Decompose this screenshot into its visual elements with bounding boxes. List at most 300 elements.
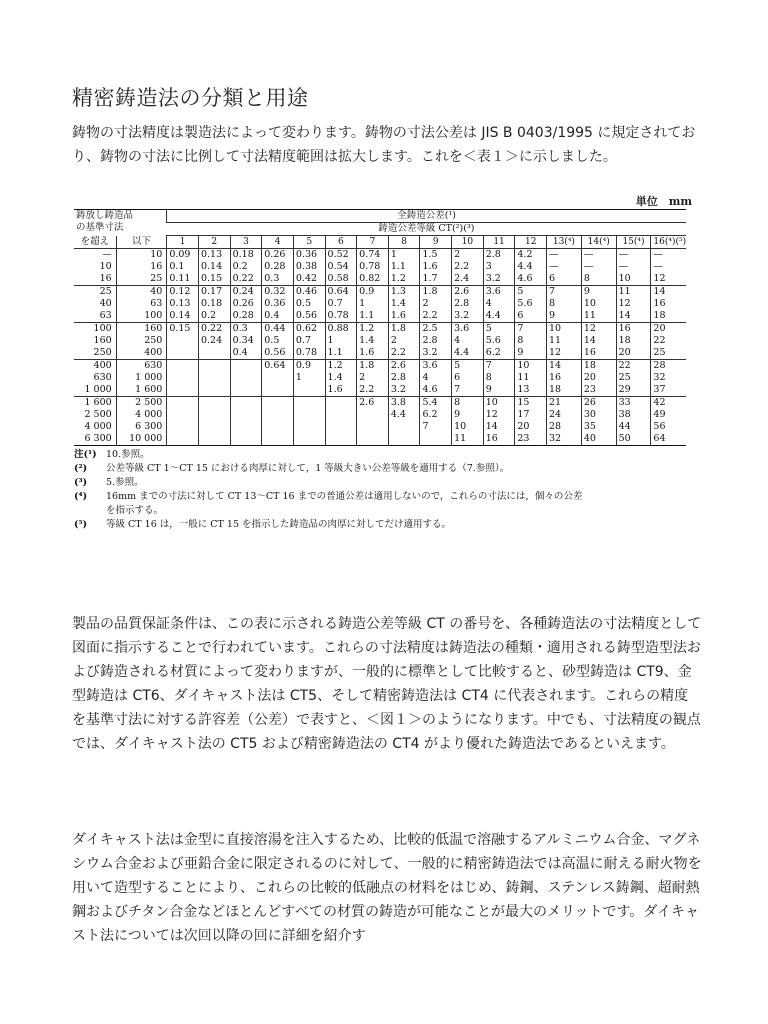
tolerance-cell: 2 (388, 335, 420, 347)
tolerance-cell (198, 372, 230, 384)
size-under-cell: 40 (116, 286, 167, 299)
tolerance-cell: 3.2 (483, 273, 515, 286)
tolerance-cell: 3.6 (420, 360, 452, 373)
note-mark: (⁵) (74, 519, 88, 530)
size-under-cell: 160 (116, 323, 167, 336)
tolerance-cell: 0.11 (167, 273, 199, 286)
tolerance-cell: 4 (452, 335, 484, 347)
tolerance-cell (167, 372, 199, 384)
tolerance-cell: 0.78 (325, 310, 357, 323)
tolerance-cell: 2 (452, 249, 484, 262)
tolerance-cell: 14 (547, 360, 582, 373)
size-over-cell: 25 (74, 286, 116, 299)
tolerance-cell: 2.2 (357, 384, 389, 397)
tolerance-cell: — (616, 261, 651, 273)
tolerance-cell: 22 (651, 335, 686, 347)
tolerance-cell: 0.28 (262, 261, 294, 273)
tolerance-cell: 12 (581, 323, 616, 336)
tolerance-cell: — (547, 261, 582, 273)
tolerance-cell: 9 (547, 310, 582, 323)
tolerance-cell: 9 (515, 347, 547, 360)
tolerance-cell (198, 421, 230, 433)
tolerance-cell: 20 (581, 372, 616, 384)
tolerance-cell: 1.2 (357, 323, 389, 336)
tolerance-cell (388, 421, 420, 433)
tolerance-cell: 0.42 (293, 273, 325, 286)
tolerance-cell: 1.1 (388, 261, 420, 273)
tolerance-cell (262, 384, 294, 397)
tolerance-cell: 11 (515, 372, 547, 384)
table-row (74, 372, 686, 384)
table-row (74, 347, 686, 360)
tolerance-cell: 0.26 (230, 298, 262, 310)
tolerance-cell: 26 (581, 397, 616, 410)
tolerance-cell: 1.6 (325, 384, 357, 397)
tolerance-cell: 0.34 (230, 335, 262, 347)
tolerance-cell: 0.09 (167, 249, 199, 262)
tolerance-cell: 1.6 (357, 347, 389, 360)
tolerance-cell: 0.14 (198, 261, 230, 273)
size-over-cell: 630 (93, 372, 112, 383)
header-grade-2: 2 (198, 236, 230, 249)
diecast-paragraph: ダイキャスト法は金型に直接溶湯を注入するため、比較的低温で溶融するアルミニウム合金、マグネシウム合金および亜鉛合金に限定されるのに対して、一般的に精密鋳造法では高温に耐える耐火物を用いて造型することにより、これらの比較的低融点の材料をはじめ、鋳鋼、ステンレス鋳鋼、超耐熱鋼およびチタン合金などほとんどすべての材質の鋳造が可能なことが最大のメリットです。ダイキャスト法については次回以降の回に詳細を紹介す (72, 832, 702, 944)
tolerance-cell: 0.9 (293, 360, 325, 373)
tolerance-cell: 0.18 (198, 298, 230, 310)
tolerance-cell (198, 433, 230, 446)
tolerance-cell: 15 (515, 397, 547, 410)
tolerance-cell: 10 (547, 323, 582, 336)
tolerance-cell (325, 409, 357, 421)
tolerance-cell: 0.18 (230, 249, 262, 262)
header-grade-8: 8 (388, 236, 420, 249)
note-text: 10.参照。 (106, 449, 150, 460)
tolerance-cell: 10 (452, 421, 484, 433)
tolerance-cell: 0.78 (293, 347, 325, 360)
tolerance-cell: 11 (547, 335, 582, 347)
tolerance-cell: 1 (293, 372, 325, 384)
tolerance-cell: 2 (420, 298, 452, 310)
tolerance-cell: 8 (547, 298, 582, 310)
note-text: 等級 CT 16 は，一般に CT 15 を指示した鋳造品の肉厚に対してだけ適用する。 (106, 519, 452, 530)
tolerance-cell: 4.4 (515, 261, 547, 273)
tolerance-cell: 0.15 (198, 273, 230, 286)
tolerance-cell: 29 (616, 384, 651, 397)
tolerance-cell: 14 (616, 310, 651, 323)
tolerance-cell: 14 (581, 335, 616, 347)
tolerance-cell: 18 (547, 384, 582, 397)
table-row (74, 335, 686, 347)
tolerance-cell: 0.22 (230, 273, 262, 286)
tolerance-cell: 18 (581, 360, 616, 373)
tolerance-cell (293, 384, 325, 397)
tolerance-cell: 49 (651, 409, 686, 421)
tolerance-cell (325, 433, 357, 446)
tolerance-cell: 16 (651, 298, 686, 310)
tolerance-cell: — (581, 249, 616, 262)
header-all-tolerance: 全鋳造公差(¹) (167, 210, 686, 223)
tolerance-cell (262, 409, 294, 421)
tolerance-cell: 2.4 (452, 273, 484, 286)
tolerance-cell: 20 (515, 421, 547, 433)
tolerance-cell (167, 409, 199, 421)
tolerance-cell: — (616, 249, 651, 262)
tolerance-cell: 10 (581, 298, 616, 310)
tolerance-cell: 2.2 (420, 310, 452, 323)
tolerance-cell: 10 (616, 273, 651, 286)
tolerance-cell: 4 (483, 298, 515, 310)
note-item (74, 504, 692, 518)
tolerance-cell: 5.6 (515, 298, 547, 310)
tolerance-cell (230, 372, 262, 384)
tolerance-cell (325, 397, 357, 410)
tolerance-cell: 1.2 (388, 273, 420, 286)
tolerance-cell: 2.6 (388, 360, 420, 373)
note-mark: (²) (74, 463, 88, 474)
tolerance-cell: 2.8 (388, 372, 420, 384)
size-over-cell: 16 (99, 273, 112, 284)
tolerance-cell: 8 (483, 372, 515, 384)
tolerance-cell: 23 (515, 433, 547, 446)
tolerance-cell: — (651, 249, 686, 262)
tolerance-cell: 5 (515, 286, 547, 299)
size-under-cell: 1 600 (116, 384, 167, 397)
tolerance-cell: 1 (325, 335, 357, 347)
header-tolerance-grade: 鋳造公差等級 CT(²)(³) (167, 223, 686, 236)
tolerance-cell: 0.5 (262, 335, 294, 347)
tolerance-cell: 1.8 (420, 286, 452, 299)
size-over-cell: 160 (93, 335, 112, 346)
note-mark: (⁴) (74, 491, 88, 502)
tolerance-cell: 23 (581, 384, 616, 397)
tolerance-cell: 28 (651, 360, 686, 373)
tolerance-cell: 4.4 (388, 409, 420, 421)
tolerance-cell: 1.3 (388, 286, 420, 299)
tolerance-cell: 0.82 (357, 273, 389, 286)
tolerance-cell: — (651, 261, 686, 273)
tolerance-cell (167, 384, 199, 397)
tolerance-cell: 0.7 (325, 298, 357, 310)
tolerance-cell: 56 (651, 421, 686, 433)
tolerance-cell: 8 (515, 335, 547, 347)
tolerance-cell: 1.8 (388, 323, 420, 336)
tolerance-cell: 0.58 (325, 273, 357, 286)
size-over-cell: — (102, 249, 112, 260)
tolerance-cell (357, 421, 389, 433)
tolerance-cell (293, 421, 325, 433)
header-grade-9: 9 (420, 236, 452, 249)
tolerance-cell: 4.6 (515, 273, 547, 286)
size-over-cell: 63 (99, 310, 112, 321)
tolerance-cell: 2.8 (452, 298, 484, 310)
tolerance-cell: 35 (581, 421, 616, 433)
tolerance-cell: 4.2 (515, 249, 547, 262)
tolerance-cell (167, 421, 199, 433)
header-base-size: 鋳放し鋳造品 の基準寸法 (74, 210, 167, 236)
tolerance-table-figure (74, 195, 692, 532)
tolerance-cell (262, 397, 294, 410)
tolerance-cell (198, 347, 230, 360)
tolerance-cell (198, 384, 230, 397)
tolerance-cell: 1.1 (357, 310, 389, 323)
tolerance-cell: 0.3 (230, 323, 262, 336)
tolerance-cell: 0.22 (198, 323, 230, 336)
tolerance-cell: 14 (651, 286, 686, 299)
header-grade-10: 10 (452, 236, 484, 249)
tolerance-cell: 6 (547, 273, 582, 286)
tolerance-cell: 4.6 (420, 384, 452, 397)
tolerance-cell: 7 (547, 286, 582, 299)
tolerance-cell: 14 (483, 421, 515, 433)
tolerance-cell: 0.36 (262, 298, 294, 310)
header-grade-5: 5 (293, 236, 325, 249)
tolerance-cell: 0.7 (293, 335, 325, 347)
tolerance-cell: 3.2 (388, 384, 420, 397)
size-under-cell: 10 (116, 249, 167, 262)
header-grade-4: 4 (262, 236, 294, 249)
tolerance-table (74, 209, 686, 446)
tolerance-cell: 32 (547, 433, 582, 446)
tolerance-cell: 3.8 (388, 397, 420, 410)
table-row (74, 273, 686, 286)
tolerance-cell: 1.6 (420, 261, 452, 273)
size-under-cell: 250 (116, 335, 167, 347)
tolerance-cell: 0.74 (357, 249, 389, 262)
tolerance-cell: 12 (616, 298, 651, 310)
tolerance-cell: 0.54 (325, 261, 357, 273)
tolerance-cell: — (547, 249, 582, 262)
tolerance-cell: 1 (357, 298, 389, 310)
tolerance-cell: 0.1 (167, 261, 199, 273)
tolerance-cell: 40 (581, 433, 616, 446)
tolerance-cell: 3.2 (452, 310, 484, 323)
tolerance-cell (293, 433, 325, 446)
tolerance-cell (167, 335, 199, 347)
tolerance-cell: 21 (547, 397, 582, 410)
table-row (74, 409, 686, 421)
tolerance-cell: 17 (515, 409, 547, 421)
tolerance-cell (293, 409, 325, 421)
size-over-cell: 2 500 (84, 409, 112, 420)
size-under-cell: 25 (116, 273, 167, 286)
tolerance-cell: 0.24 (230, 286, 262, 299)
tolerance-cell: 6 (515, 310, 547, 323)
note-item (74, 448, 692, 462)
page-title: 精密鋳造法の分類と用途 (72, 86, 309, 110)
tolerance-cell: 6.2 (420, 409, 452, 421)
tolerance-cell: 9 (483, 384, 515, 397)
tolerance-cell: 37 (651, 384, 686, 397)
tolerance-cell (198, 409, 230, 421)
tolerance-cell (293, 397, 325, 410)
header-grade-12: 12 (515, 236, 547, 249)
table-row (74, 397, 686, 410)
header-grade-3: 3 (230, 236, 262, 249)
tolerance-cell: 42 (651, 397, 686, 410)
table-row (74, 298, 686, 310)
tolerance-cell (230, 360, 262, 373)
tolerance-cell: 50 (616, 433, 651, 446)
tolerance-cell: 13 (515, 384, 547, 397)
tolerance-cell: 4.4 (483, 310, 515, 323)
tolerance-cell (262, 372, 294, 384)
tolerance-cell: 0.5 (293, 298, 325, 310)
table-row (74, 310, 686, 323)
tolerance-cell: 3.2 (420, 347, 452, 360)
size-under-cell: 63 (116, 298, 167, 310)
tolerance-cell: 0.56 (262, 347, 294, 360)
note-text: 16mm までの寸法に対して CT 13〜CT 16 までの普通公差は適用しないので，これらの寸法には，個々の公差 (106, 491, 583, 502)
table-row (74, 421, 686, 433)
quality-paragraph: 製品の品質保証条件は、この表に示される鋳造公差等級 CT の番号を、各種鋳造法の寸法精度として図面に指示することで行われています。これらの寸法精度は鋳造法の種類・適用される鋳型造型法および鋳造される材質によって変わりますが、一般的に標準として比較すると、砂型鋳造は CT9、金型鋳造は CT6、ダイキャスト法は CT5、そして精密鋳造法は CT4 に代表されます。これらの精度を基準寸法に対する許容差（公差）で表すと、＜図１＞のようになります。中でも、寸法精度の観点では、ダイキャスト法の CT5 および精密鋳造法の CT4 がより優れた鋳造法であるといえます。 (72, 616, 702, 752)
tolerance-cell (420, 433, 452, 446)
tolerance-cell: 0.78 (357, 261, 389, 273)
tolerance-cell: 0.3 (262, 273, 294, 286)
tolerance-cell: 8 (581, 273, 616, 286)
tolerance-cell: 5.6 (483, 335, 515, 347)
tolerance-cell: 0.64 (262, 360, 294, 373)
tolerance-cell: 5 (452, 360, 484, 373)
tolerance-cell: 12 (651, 273, 686, 286)
size-under-cell: 10 000 (116, 433, 167, 446)
tolerance-cell: 10 (483, 397, 515, 410)
note-item (74, 476, 692, 490)
header-grade-1: 1 (167, 236, 199, 249)
header-grade-16: 16(⁴)(⁵) (651, 236, 686, 249)
tolerance-cell (388, 433, 420, 446)
tolerance-cell: 32 (651, 372, 686, 384)
size-over-cell: 250 (93, 347, 112, 358)
table-row (74, 261, 686, 273)
tolerance-cell: 22 (616, 360, 651, 373)
tolerance-cell: 20 (616, 347, 651, 360)
size-over-cell: 4 000 (84, 421, 112, 432)
tolerance-cell: 1.8 (357, 360, 389, 373)
header-grade-14: 14(⁴) (581, 236, 616, 249)
size-under-cell: 400 (116, 347, 167, 360)
tolerance-cell: 7 (483, 360, 515, 373)
size-over-cell: 6 300 (74, 433, 116, 446)
tolerance-cell: 3.6 (452, 323, 484, 336)
tolerance-cell (230, 409, 262, 421)
tolerance-cell: 0.17 (198, 286, 230, 299)
table-row (74, 360, 686, 373)
tolerance-cell: 44 (616, 421, 651, 433)
tolerance-cell: 16 (616, 323, 651, 336)
tolerance-cell: 0.44 (262, 323, 294, 336)
tolerance-cell: 2.5 (420, 323, 452, 336)
tolerance-cell: 10 (515, 360, 547, 373)
size-under-cell: 100 (116, 310, 167, 323)
header-over: を超え (74, 236, 116, 249)
tolerance-cell: 11 (452, 433, 484, 446)
size-over-cell: 10 (99, 261, 112, 272)
note-item (74, 462, 692, 476)
tolerance-cell: 2.6 (357, 397, 389, 410)
tolerance-cell: 16 (547, 372, 582, 384)
tolerance-cell: 1.2 (325, 360, 357, 373)
size-under-cell: 1 000 (116, 372, 167, 384)
note-text: 公差等級 CT 1〜CT 15 における肉厚に対して，1 等級大きい公差等級を適用する（7.参照）。 (106, 463, 510, 474)
tolerance-cell: 38 (616, 409, 651, 421)
table-notes (74, 448, 692, 532)
size-under-cell: 630 (116, 360, 167, 373)
tolerance-cell: 0.9 (357, 286, 389, 299)
tolerance-cell: 0.38 (293, 261, 325, 273)
tolerance-cell: 0.64 (325, 286, 357, 299)
size-over-cell: 40 (99, 298, 112, 309)
tolerance-cell: 7 (515, 323, 547, 336)
tolerance-cell (357, 409, 389, 421)
tolerance-cell: 0.46 (293, 286, 325, 299)
tolerance-cell (198, 397, 230, 410)
note-mark: 注(¹) (74, 449, 97, 460)
tolerance-cell: 9 (452, 409, 484, 421)
tolerance-cell: 4 (420, 372, 452, 384)
tolerance-cell: 0.28 (230, 310, 262, 323)
tolerance-cell: 0.15 (167, 323, 199, 336)
tolerance-cell: 16 (581, 347, 616, 360)
header-grade-11: 11 (483, 236, 515, 249)
tolerance-cell: — (581, 261, 616, 273)
tolerance-cell: 1.6 (388, 310, 420, 323)
tolerance-cell: 7 (420, 421, 452, 433)
size-over-cell: 1 600 (74, 397, 116, 410)
note-text: 5.参照。 (106, 477, 144, 488)
table-unit-label: 単位 mm (635, 195, 692, 208)
tolerance-cell: 30 (581, 409, 616, 421)
size-under-cell: 4 000 (116, 409, 167, 421)
tolerance-cell: 0.12 (167, 286, 199, 299)
tolerance-cell: 0.13 (167, 298, 199, 310)
tolerance-cell: 2.6 (452, 286, 484, 299)
size-under-cell: 6 300 (116, 421, 167, 433)
tolerance-cell: 0.4 (230, 347, 262, 360)
tolerance-cell: 1 (388, 249, 420, 262)
tolerance-cell: 0.36 (293, 249, 325, 262)
tolerance-cell: 0.14 (167, 310, 199, 323)
header-grade-13: 13(⁴) (547, 236, 582, 249)
note-item (74, 518, 692, 532)
note-text: を指示する。 (106, 505, 164, 516)
tolerance-cell: 20 (651, 323, 686, 336)
intro-paragraph: 鋳物の寸法精度は製造法によって変わります。鋳物の寸法公差は JIS B 0403/1995 に規定されており、鋳物の寸法に比例して寸法精度範囲は拡大します。これを＜表１＞に示しました。 (72, 125, 696, 165)
tolerance-cell (357, 433, 389, 446)
tolerance-cell: 6.2 (483, 347, 515, 360)
tolerance-cell (167, 397, 199, 410)
header-grade-15: 15(⁴) (616, 236, 651, 249)
tolerance-cell: 0.88 (325, 323, 357, 336)
tolerance-cell: 2.8 (483, 249, 515, 262)
tolerance-cell: 5 (483, 323, 515, 336)
size-under-cell: 16 (116, 261, 167, 273)
table-row (74, 249, 686, 262)
tolerance-cell: 0.62 (293, 323, 325, 336)
tolerance-cell: 2.8 (420, 335, 452, 347)
tolerance-cell: 8 (452, 397, 484, 410)
tolerance-cell: 12 (547, 347, 582, 360)
tolerance-cell: 18 (616, 335, 651, 347)
tolerance-cell: 1.7 (420, 273, 452, 286)
tolerance-cell (230, 384, 262, 397)
header-under: 以下 (116, 236, 167, 249)
size-over-cell: 100 (74, 323, 116, 336)
tolerance-cell: 0.52 (325, 249, 357, 262)
size-under-cell: 2 500 (116, 397, 167, 410)
tolerance-cell: 28 (547, 421, 582, 433)
tolerance-cell: 0.26 (262, 249, 294, 262)
note-item (74, 490, 692, 504)
tolerance-cell: 4.4 (452, 347, 484, 360)
